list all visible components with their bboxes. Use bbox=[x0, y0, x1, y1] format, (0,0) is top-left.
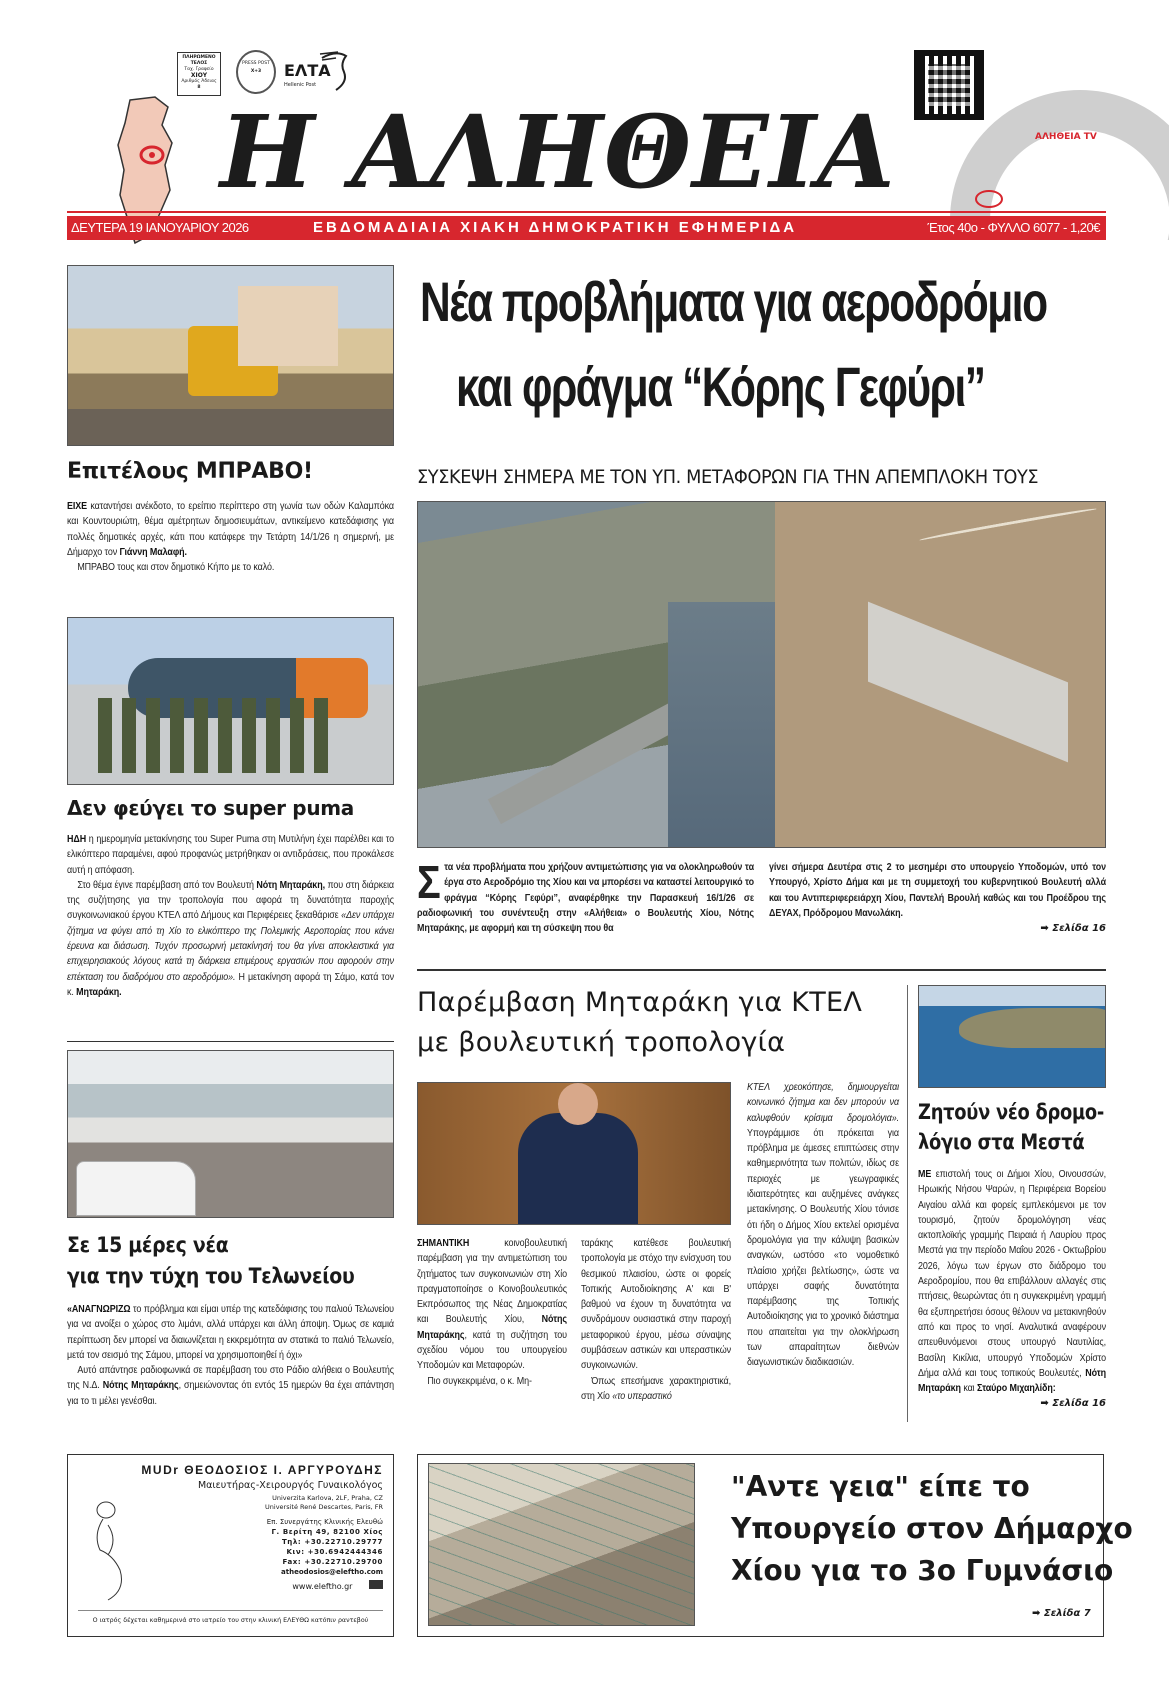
ad-website[interactable]: www.eleftho.gr bbox=[292, 1582, 353, 1591]
text-run: ΚΤΕΛ χρεοκόπησε, δημιουργείται κοινωνικό ζήτημα και δεν μπορούν να καλυφθούν κρίσιμα δρομολόγια». bbox=[747, 1082, 899, 1124]
bottom-headline: Υπουργείο στον Δήμαρχο bbox=[731, 1512, 1133, 1545]
photo-3rd-gymnasium bbox=[428, 1463, 695, 1626]
paragraph bbox=[581, 1374, 731, 1405]
main-subtitle: ΣΥΣΚΕΨΗ ΣΗΜΕΡΑ ΜΕ ΤΟΝ ΥΠ. ΜΕΤΑΦΟΡΩΝ ΓΙΑ ΤΗΝ ΑΠΕΜΠΛΟΚΗ ΤΟΥΣ bbox=[417, 466, 1039, 488]
article-body bbox=[67, 1302, 394, 1409]
article-title: Δεν φεύγει το super puma bbox=[67, 796, 354, 820]
postage-paid-box bbox=[177, 52, 221, 96]
ad-university: Université René Descartes, Paris, FR bbox=[265, 1503, 383, 1511]
bold-text: Σταύρο Μιχαηλίδη: bbox=[976, 1383, 1056, 1395]
bottom-headline: "Αντε γεια" είπε το bbox=[731, 1470, 1030, 1503]
ktel-headline: με βουλευτική τροπολογία bbox=[417, 1027, 786, 1058]
ktel-body-col3 bbox=[747, 1080, 899, 1371]
text-run: κοινοβουλευτική παρέμβαση για την αντιμετώπιση του ζητήματος των συγκοινωνιών στη Χίο πραγματοποίησε ο Κοινοβουλευτικός Εκπρόσωπος της Νέας Δημοκρατίας και Βουλευτής Χίου, bbox=[417, 1238, 567, 1326]
bold-text: ΕΙΧΕ bbox=[67, 501, 88, 512]
article-title: Σε 15 μέρες νέα bbox=[67, 1233, 229, 1257]
masthead-title: Η ΑΛΗΘΕΙΑ bbox=[220, 93, 896, 211]
text-run: , σημειώνοντας ότι εντός 15 ημερών θα έχει απάντηση για το τι μέλει γενέσθαι. bbox=[67, 1380, 395, 1407]
article-body bbox=[67, 832, 394, 1000]
text-run: που στη διάρκεια της συζήτησης για την τροπολογία που αφορά τη δυνατότητα παροχής συγκοινωνιακού έργου ΚΤΕΛ από Δήμους και Περιφέρειες ξεκαθάρισε bbox=[67, 879, 394, 922]
main-headline: Νέα προβλήματα για αεροδρόμιο bbox=[420, 270, 1047, 333]
ad-email[interactable]: atheodosios@eleftho.com bbox=[281, 1568, 383, 1576]
ad-web-row bbox=[267, 1580, 383, 1592]
article-title: λόγιο στα Μεστά bbox=[918, 1130, 1085, 1154]
text-run: Πιο συγκεκριμένα, ο κ. Μη- bbox=[427, 1375, 532, 1387]
bold-text: ΜΕ bbox=[918, 1169, 932, 1180]
ad-address: Γ. Βερίτη 49, 82100 Χίος bbox=[271, 1528, 383, 1536]
photo-kiosk-demolition bbox=[67, 265, 394, 446]
issue-date: ΔΕΥΤΕΡΑ 19 ΙΑΝΟΥΑΡΙΟΥ 2026 bbox=[71, 220, 249, 235]
main-headline: και φράγμα “Κόρης Γεφύρι” bbox=[456, 355, 985, 418]
page-reference[interactable]: ➡ Σελίδα 16 bbox=[1040, 1398, 1106, 1410]
bottom-headline: Χίου για το 3ο Γυμνάσιο bbox=[731, 1554, 1114, 1587]
lead-text-col2: γίνει σήμερα Δευτέρα στις 2 το μεσημέρι στο υπουργείο Υποδομών, υπό τον Υπουργό, Χρίστο Δήμα και με τη συμμετοχή του κυβερνητικού Βουλευτή αλλά και του Αντιπεριφερειάρχη Χίου, Παντελή Βρουλή καθώς και του Προέδρου της ΔΕΥΑΧ, Πρόδρομου Μανωλάκη. bbox=[769, 862, 1106, 919]
text-run: Αυτό απάντησε ραδιοφωνικά σε παρέμβαση του στο Ράδιο αλήθεια ο Βουλευτής της Ν.Δ. bbox=[67, 1365, 394, 1392]
divider bbox=[78, 1610, 383, 1611]
paragraph bbox=[67, 1302, 394, 1363]
text-run: το πρόβλημα και είμαι υπέρ της κατεδάφισης του παλιού Τελωνείου για να ανοίξει ο χώρος στο λιμάνι, αλλά υπάρχει και άλλη άποψη. Όμως σε καμιά περίπτωση δεν μπορεί να διαιωνίζεται η εκκρεμότητα αν στατικά το παλιό Τελωνείο, μετά τον σεισμό της Σάμου, μπορεί να χρησιμοποιηθεί ή όχι» bbox=[67, 1304, 394, 1361]
paragraph bbox=[67, 499, 394, 560]
issue-info: Έτος 40ο - ΦΥΛΛΟ 6077 - 1,20€ bbox=[927, 220, 1100, 235]
postage-permit-label: Αριθμός Άδειας bbox=[181, 79, 217, 84]
divider bbox=[67, 1041, 394, 1042]
text-run: Όπως επεσήμανε χαρακτηριστικά, στη Χίο bbox=[581, 1375, 731, 1402]
tv-logo: ΑΛΗΘΕΙΑ TV bbox=[1035, 132, 1097, 142]
paragraph bbox=[918, 1167, 1106, 1396]
bold-text: ΗΔΗ bbox=[67, 834, 87, 845]
ad-doctor-role: Μαιευτήρας-Χειρουργός Γυναικολόγος bbox=[197, 1480, 383, 1491]
elta-text: ΕΛΤΑ bbox=[284, 61, 331, 80]
ktel-headline: Παρέμβαση Μηταράκη για ΚΤΕΛ bbox=[417, 987, 863, 1018]
lead-text-col2-wrap bbox=[769, 860, 1106, 934]
bold-text: Νότης Μηταράκης bbox=[417, 1314, 567, 1341]
article-title: Ζητούν νέο δρομο- bbox=[918, 1100, 1105, 1124]
text-run: καταντήσει ανέκδοτο, το ερείπιο περίπτερο στη γωνία των οδών Καλαμπόκα και Κουντουριώτη, θέμα αμέτρητων δημοσιευμάτων, αντικείμενο κατεδάφισης για πολλές δημοτικές αρχές, κάτι που κατάφερε την Τετάρτη 14/1/26 η σημερινή, με Δήμαρχο τον bbox=[67, 501, 394, 558]
doctor-advertisement bbox=[67, 1454, 394, 1637]
ad-footer: Ο ιατρός δέχεται καθημερινά στο ιατρείο του στην κλινική ΕΛΕΥΘΩ κατόπιν ραντεβού bbox=[92, 1617, 369, 1624]
ad-fax: Fax: +30.22710.29700 bbox=[282, 1558, 383, 1566]
postage-label: ΠΛΗΡΩΜΕΝΟ ΤΕΛΟΣ bbox=[182, 55, 216, 66]
text-run: , κατά τη συζήτηση του σχεδίου νόμου του υπουργείου Υποδομών και Μεταφορών. bbox=[417, 1329, 567, 1372]
text-run: επιστολή τους οι Δήμοι Χίου, Οινουσσών, Ηρωικής Νήσου Ψαρών, η Περιφέρεια Βορείου Αιγαίου αλλά και φορείς εμπλεκόμενοι με τον τουρισμό, ζητούν δρομολόγηση νέας ακτοπλοϊκής γραμμής Πειραιά ή Λαυρίου προς Μεστά για την περίοδο Μαΐου 2026 - Οκτωβρίου 2026, λόγω των έργων στο διάδρομο του Αεροδρομίου, που θα επιβάλλουν αλλαγές στις πτήσεις, θεωρώντας ότι η συγκεκριμένη γραμμή θα εξυπηρετήσει όσους θέλουν να μετακινηθούν από και προς το νησί. Αναλυτικά αναφέρουν απευθυνόμενοι στους υπουργό Ναυτιλίας, Βασίλη Κικίλια, υπουργό Υποδομών Χρίστο Δήμα αλλά και τους τοπικούς Βουλευτές, bbox=[918, 1169, 1106, 1379]
paragraph bbox=[417, 1374, 567, 1389]
bold-text: Νότη Μηταράκη, bbox=[256, 879, 325, 891]
lead-text bbox=[417, 856, 754, 936]
ad-university: Univerzita Karlova, 2LF, Praha, CZ bbox=[272, 1494, 383, 1502]
article-body bbox=[918, 1167, 1106, 1396]
pregnant-woman-line-art bbox=[88, 1495, 148, 1605]
article-title: για την τύχη του Τελωνείου bbox=[67, 1264, 355, 1288]
masthead-red-bar bbox=[67, 216, 1106, 240]
masthead-rule bbox=[67, 211, 1106, 213]
text-run: Η μετακίνηση αφορά τη Σάμο, κατά τον κ. bbox=[67, 971, 394, 998]
text-run: ΜΠΡΑΒΟ τους και στον δημοτικό Κήπο με το καλό. bbox=[77, 562, 275, 574]
photo-mitarakis-parliament bbox=[417, 1082, 731, 1225]
elta-logo bbox=[284, 50, 354, 92]
paragraph bbox=[67, 560, 394, 575]
bold-text: ΣΗΜΑΝΤΙΚΗ bbox=[417, 1238, 470, 1249]
column-divider bbox=[907, 985, 908, 1422]
ad-clinic: Επ. Συνεργάτης Κλινικής Ελευθώ bbox=[266, 1518, 383, 1526]
bold-text: Μηταράκη. bbox=[76, 986, 122, 998]
bold-text: Νότης Μηταράκης bbox=[102, 1380, 179, 1392]
article-title: Επιτέλους ΜΠΡΑΒΟ! bbox=[67, 459, 313, 484]
tagline: ΕΒΔΟΜΑΔΙΑΙΑ ΧΙΑΚΗ ΔΗΜΟΚΡΑΤΙΚΗ ΕΦΗΜΕΡΙΔΑ bbox=[313, 219, 798, 236]
right-article-wrap bbox=[918, 1167, 1106, 1409]
lead-text-col1: τα νέα προβλήματα που χρήζουν αντιμετώπισης για να ολοκληρωθούν τα έργα στο Αεροδρόμιο της Χίου και να μπορέσει να καταστεί λειτουργικό το φράγμα “Κόρης Γεφύρι”, αναφέρθηκε την Παρασκευή 16/1/26 σε ραδιοφωνική του συνέντευξη στην «Αλήθεια» ο Βουλευτής Χίου, Νότης Μηταράκης, με αφορμή και τη σύσκεψη που θα bbox=[417, 862, 754, 935]
page-reference[interactable]: ➡ Σελίδα 16 bbox=[1040, 923, 1106, 935]
paragraph bbox=[417, 1236, 567, 1374]
clinic-logo-icon bbox=[369, 1580, 383, 1589]
postage-office: Ταχ. Γραφείο bbox=[184, 67, 214, 72]
bold-text: «ΑΝΑΓΝΩΡΙΖΩ bbox=[67, 1304, 131, 1315]
text-run: η ημερομηνία μετακίνησης του Super Puma στη Μυτιλήνη έχει παρέλθει και το ελικόπτερο παραμένει, αφού προφανώς μετρήθηκαν οι αντιδράσεις, που προκάλεσε αυτή η απόφαση. bbox=[67, 834, 394, 876]
press-post-code: X+3 bbox=[250, 69, 262, 74]
photo-mesta-port bbox=[918, 985, 1106, 1088]
photo-old-customs-house bbox=[67, 1050, 394, 1218]
bold-text: Νότη Μηταράκη bbox=[918, 1367, 1106, 1395]
text-run: «το υπεραστικό bbox=[612, 1390, 672, 1402]
paragraph bbox=[67, 878, 394, 1000]
text-run: «Δεν υπάρχει ζήτημα να φύγει από τη Χίο το ελικόπτερο της Πολεμικής Αεροπορίας που κάνει έρευνα και διάσωση. Τυχόν προσωρινή μετακίνησή του θα γίνει αποκλειστικά για επιχειρησιακούς λόγους κατά τη διάρκεια επιμέρους εργασιών που αφορούν στην επέκταση του διαδρόμου στο αεροδρόμιο». bbox=[67, 910, 394, 983]
postage-city: ΧΙΟΥ bbox=[190, 72, 208, 79]
photo-airport-and-dam bbox=[417, 501, 1106, 848]
paragraph bbox=[67, 1363, 394, 1409]
text-run: Υπογράμμισε ότι πρόκειται για πρόβλημα με άμεσες επιπτώσεις στην καθημερινότητα των πολιτών, ιδίως σε περιοχές με γεωγραφικές ιδιαιτερότητες και αυξημένες ανάγκες μετακίνησης. Ο Βουλευτής Χίου τόνισε ότι ήδη ο Δήμος Χίου εκτελεί ορισμένα δρομολόγια για την κάλυψη βασικών αναγκών, ωστόσο «το νομοθετικό πλαίσιο χρήζει βελτίωσης», ώστε να υπάρχει σαφής δυνατότητα παρέμβασης της Τοπικής Αυτοδιοίκησης για το χρονικό διάστημα που απαιτείται για την ολοκλήρωση των απαραίτητων διεθνών διαγωνιστικών διαδικασιών. bbox=[747, 1127, 899, 1369]
drop-cap: Σ bbox=[417, 856, 441, 908]
divider bbox=[417, 969, 1106, 971]
article-body bbox=[67, 499, 394, 575]
text-run: ταράκης κατέθεσε βουλευτική τροπολογία με στόχο την ενίσχυση του θεσμικού πλαισίου, ώστε οι φορείς Τοπικής Αυτοδιοίκησης Α' και Β' βαθμού να έχουν τη δυνατότητα να συνδράμουν ουσιαστικά στην παροχή μεταφορικού έργου, μέσω σύναψης συμβάσεων αστικών και υπεραστικών συγκοινωνιών. bbox=[581, 1238, 731, 1372]
ad-mobile: Κιν: +30.6942444346 bbox=[286, 1548, 383, 1556]
text-run: Στο θέμα έγινε παρέμβαση από τον Βουλευτή bbox=[77, 879, 257, 891]
eye-icon bbox=[975, 190, 1003, 208]
postage-permit-number: 8 bbox=[197, 85, 201, 90]
page-reference[interactable]: ➡ Σελίδα 7 bbox=[1032, 1608, 1091, 1619]
paragraph bbox=[581, 1236, 731, 1374]
press-post-label: PRESS POST bbox=[242, 61, 270, 66]
elta-subtitle: Hellenic Post bbox=[284, 82, 317, 88]
press-post-seal bbox=[236, 50, 276, 94]
lead-text bbox=[769, 860, 1106, 921]
ad-doctor-name: MUDr ΘΕΟΔΟΣΙΟΣ Ι. ΑΡΓΥΡΟΥΔΗΣ bbox=[141, 1463, 383, 1477]
ktel-body-col1 bbox=[417, 1236, 567, 1389]
ktel-body-col2 bbox=[581, 1236, 731, 1404]
ad-phone: Τηλ: +30.22710.29777 bbox=[281, 1538, 383, 1546]
text-run: και bbox=[960, 1383, 977, 1395]
paragraph bbox=[67, 832, 394, 878]
paragraph bbox=[747, 1080, 899, 1371]
bold-text: Γιάννη Μαλαφή. bbox=[119, 546, 187, 558]
photo-super-puma bbox=[67, 617, 394, 785]
